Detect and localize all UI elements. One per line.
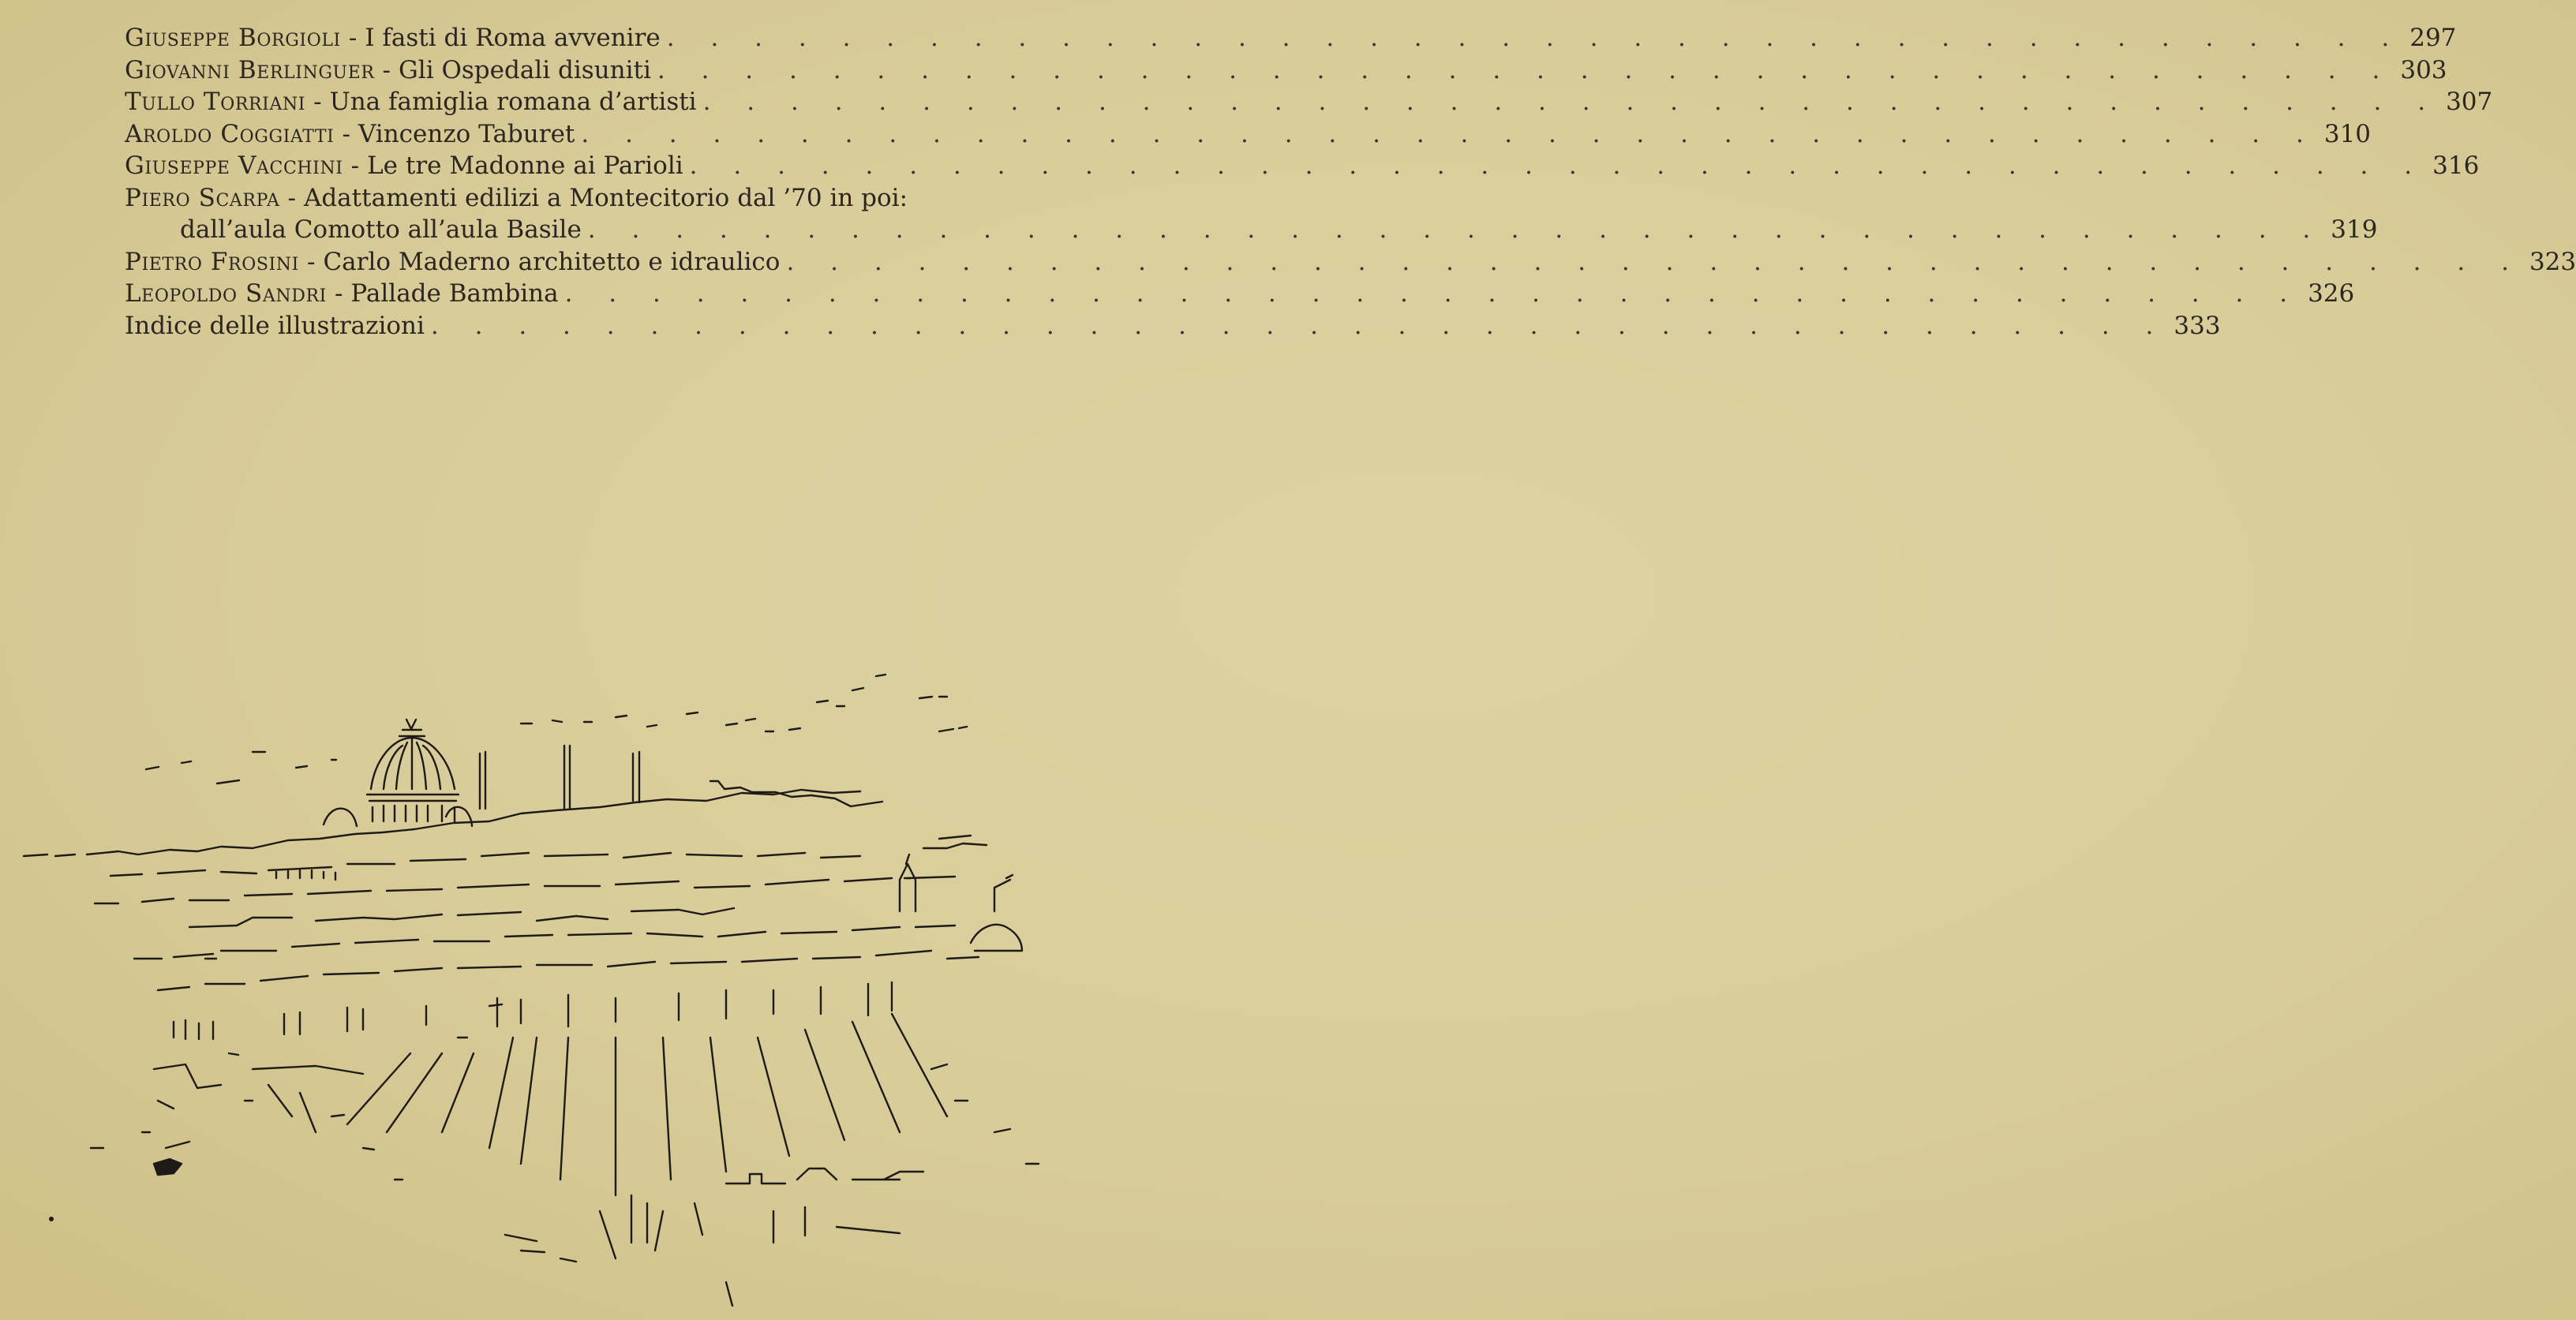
toc-dot-leader (565, 278, 2301, 309)
toc-entry (125, 22, 2457, 54)
toc-separator: - (348, 24, 358, 52)
toc-separator: - (334, 279, 343, 308)
toc-title: Pallade Bambina (350, 279, 559, 308)
toc-page-number: 319 (2331, 215, 2378, 244)
toc-separator: - (382, 55, 391, 84)
toc-author: Leopoldo Sandri (125, 279, 327, 308)
toc-title: Le tre Madonne ai Parioli (367, 151, 683, 180)
toc-entry (125, 86, 2493, 118)
toc-entry (125, 182, 990, 215)
toc-dot-leader (588, 214, 2324, 245)
toc-title: Adattamenti edilizi a Montecitorio dal ’70 in poi: (303, 183, 908, 212)
toc-title: Vincenzo Taburet (358, 119, 575, 148)
toc-page-number: 307 (2446, 88, 2493, 116)
toc-title: Carlo Maderno architetto e idraulico (323, 247, 781, 276)
toc-author: Giuseppe Borgioli (125, 24, 341, 52)
toc-dot-leader (431, 310, 2167, 342)
toc-title: Gli Ospedali disuniti (399, 55, 651, 84)
toc-page-number: 310 (2323, 119, 2372, 148)
toc-page-number: 326 (2308, 279, 2355, 308)
toc-dot-leader (581, 118, 2317, 150)
toc-page-number: 316 (2432, 151, 2480, 180)
toc-title: I fasti di Roma avvenire (365, 24, 661, 52)
toc-author: Giuseppe Vacchini (125, 151, 343, 180)
toc-title: Indice delle illustrazioni (125, 311, 425, 340)
table-of-contents (125, 22, 2576, 342)
toc-page-number: 297 (2409, 24, 2457, 52)
toc-title: dall’aula Comotto all’aula Basile (180, 215, 582, 244)
toc-page-number: 323 (2529, 247, 2576, 276)
toc-entry (125, 278, 2355, 310)
toc-author: Aroldo Coggiatti (125, 119, 335, 148)
toc-author: Giovanni Berlinguer (125, 55, 375, 84)
toc-separator: - (313, 88, 322, 116)
toc-entry (125, 118, 2372, 151)
toc-dot-leader (786, 246, 2522, 278)
toc-dot-leader (690, 150, 2426, 181)
toc-dot-leader (703, 86, 2439, 118)
toc-separator: - (306, 247, 316, 276)
toc-entry (125, 246, 2576, 279)
toc-author: Pietro Frosini (125, 247, 299, 276)
toc-author: Tullo Torriani (125, 88, 306, 116)
toc-page-number: 303 (2400, 55, 2447, 84)
toc-author: Piero Scarpa (125, 183, 280, 212)
toc-entry-continuation (125, 214, 2378, 246)
toc-dot-leader (667, 22, 2403, 54)
toc-separator: - (342, 119, 350, 148)
toc-entry (125, 310, 2221, 342)
toc-title: Una famiglia romana d’artisti (329, 88, 697, 116)
toc-page-number: 333 (2174, 311, 2221, 340)
toc-separator: - (350, 151, 360, 180)
toc-entry (125, 150, 2480, 182)
toc-entry (125, 54, 2447, 87)
rome-skyline-sketch-icon (16, 627, 1097, 1306)
toc-separator: - (287, 183, 296, 212)
toc-dot-leader (657, 54, 2394, 86)
